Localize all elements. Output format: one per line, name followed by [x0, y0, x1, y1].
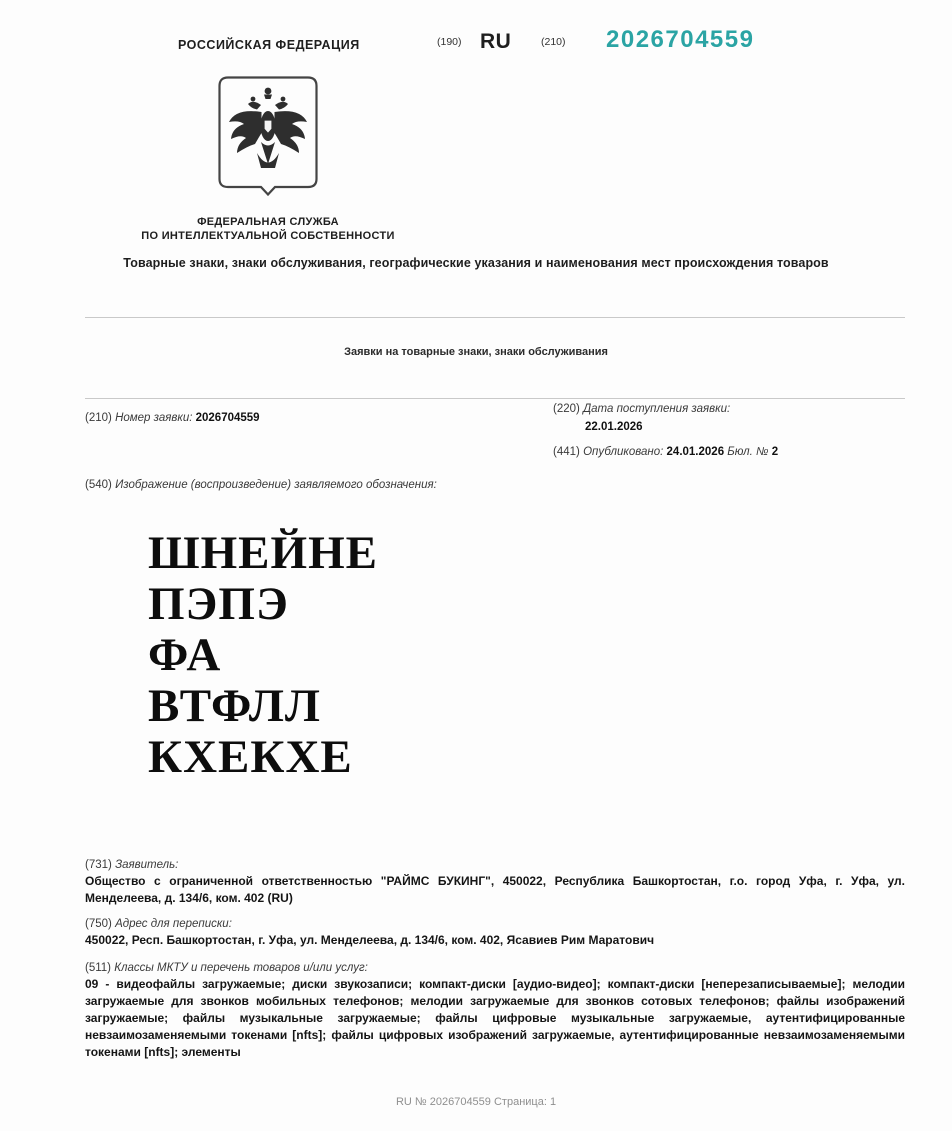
- field-code: (220): [553, 403, 580, 415]
- mark-line: ПЭПЭ: [148, 578, 289, 630]
- mark-line: КХЕКХЕ: [148, 731, 353, 783]
- double-headed-eagle-emblem-icon: [218, 76, 318, 196]
- section-title: Заявки на товарные знаки, знаки обслуживания: [344, 346, 608, 358]
- field-application-number: [85, 412, 260, 424]
- country-name: РОССИЙСКАЯ ФЕДЕРАЦИЯ: [178, 38, 360, 52]
- field-code: (441): [553, 446, 580, 458]
- trademark-wordmark: [148, 528, 378, 783]
- field-label: Заявитель:: [115, 859, 179, 871]
- field-value: 450022, Респ. Башкортостан, г. Уфа, ул. Менделеева, д. 134/6, ком. 402, Ясавиев Рим Маратович: [85, 933, 655, 947]
- field-filing-date-label: [553, 403, 730, 415]
- mark-line: ШНЕЙНЕ: [148, 527, 378, 579]
- field-value: 09 - видеофайлы загружаемые; диски звукозаписи; компакт-диски [аудио-видео]; компакт-диски [неперезаписываемые]; мелодии загружаемые для звонков мобильных телефонов; мелодии загружаемые для звонков сотовых телефонов; файлы изображений загружаемые; файлы музыкальные загружаемые; файлы цифровые музыкальные загружаемые, аутентифицированные невзаимозаменяемыми токенами [nfts]; файлы цифровых изображений загружаемые, аутентифицированные невзаимозаменяемыми токенами [nfts]; элементы: [85, 977, 905, 1059]
- field-code: (511): [85, 962, 111, 974]
- country-code: RU: [480, 30, 512, 53]
- agency-line2: ПО ИНТЕЛЛЕКТУАЛЬНОЙ СОБСТВЕННОСТИ: [141, 230, 395, 242]
- field-label: Адрес для переписки:: [115, 918, 232, 930]
- mark-line: ФА: [148, 629, 222, 681]
- divider-line: [85, 317, 905, 318]
- field-label: Опубликовано:: [583, 446, 664, 458]
- inid-code-210: (210): [541, 36, 566, 48]
- field-code: (750): [85, 918, 112, 930]
- inid-code-190: (190): [437, 36, 462, 48]
- divider-line: [85, 398, 905, 399]
- field-label: Классы МКТУ и перечень товаров и/или услуг:: [114, 962, 368, 974]
- agency-name: [58, 215, 478, 243]
- field-mark-image-label: [85, 479, 437, 491]
- bulletin-value: 2: [771, 446, 779, 458]
- field-code: (540): [85, 479, 112, 491]
- field-correspondence-address: [85, 918, 905, 949]
- field-code: (731): [85, 859, 112, 871]
- mark-line: ВТФЛЛ: [148, 680, 321, 732]
- field-label: Номер заявки:: [115, 412, 193, 424]
- field-value: 24.01.2026: [666, 446, 725, 458]
- field-applicant: [85, 859, 905, 907]
- register-title: Товарные знаки, знаки обслуживания, географические указания и наименования мест происхождения товаров: [123, 256, 829, 270]
- field-label: Изображение (воспроизведение) заявляемого обозначения:: [115, 479, 437, 491]
- field-value: Общество с ограниченной ответственностью "РАЙМС БУКИНГ", 450022, Республика Башкортостан, г.о. город Уфа, г. Уфа, ул. Менделеева, д. 134/6, ком. 402 (RU): [85, 874, 905, 905]
- agency-line1: ФЕДЕРАЛЬНАЯ СЛУЖБА: [197, 216, 339, 228]
- field-label: Дата поступления заявки:: [583, 403, 731, 415]
- page-footer: RU № 2026704559 Страница: 1: [395, 1096, 557, 1108]
- field-published: [553, 446, 778, 458]
- bulletin-label: Бюл. №: [727, 446, 769, 458]
- field-value: 22.01.2026: [585, 421, 643, 433]
- field-filing-date-value: [585, 421, 643, 433]
- field-nice-classes: [85, 962, 905, 1061]
- application-number-header: 2026704559: [606, 26, 755, 53]
- field-code: (210): [85, 412, 112, 424]
- field-value: 2026704559: [195, 412, 260, 424]
